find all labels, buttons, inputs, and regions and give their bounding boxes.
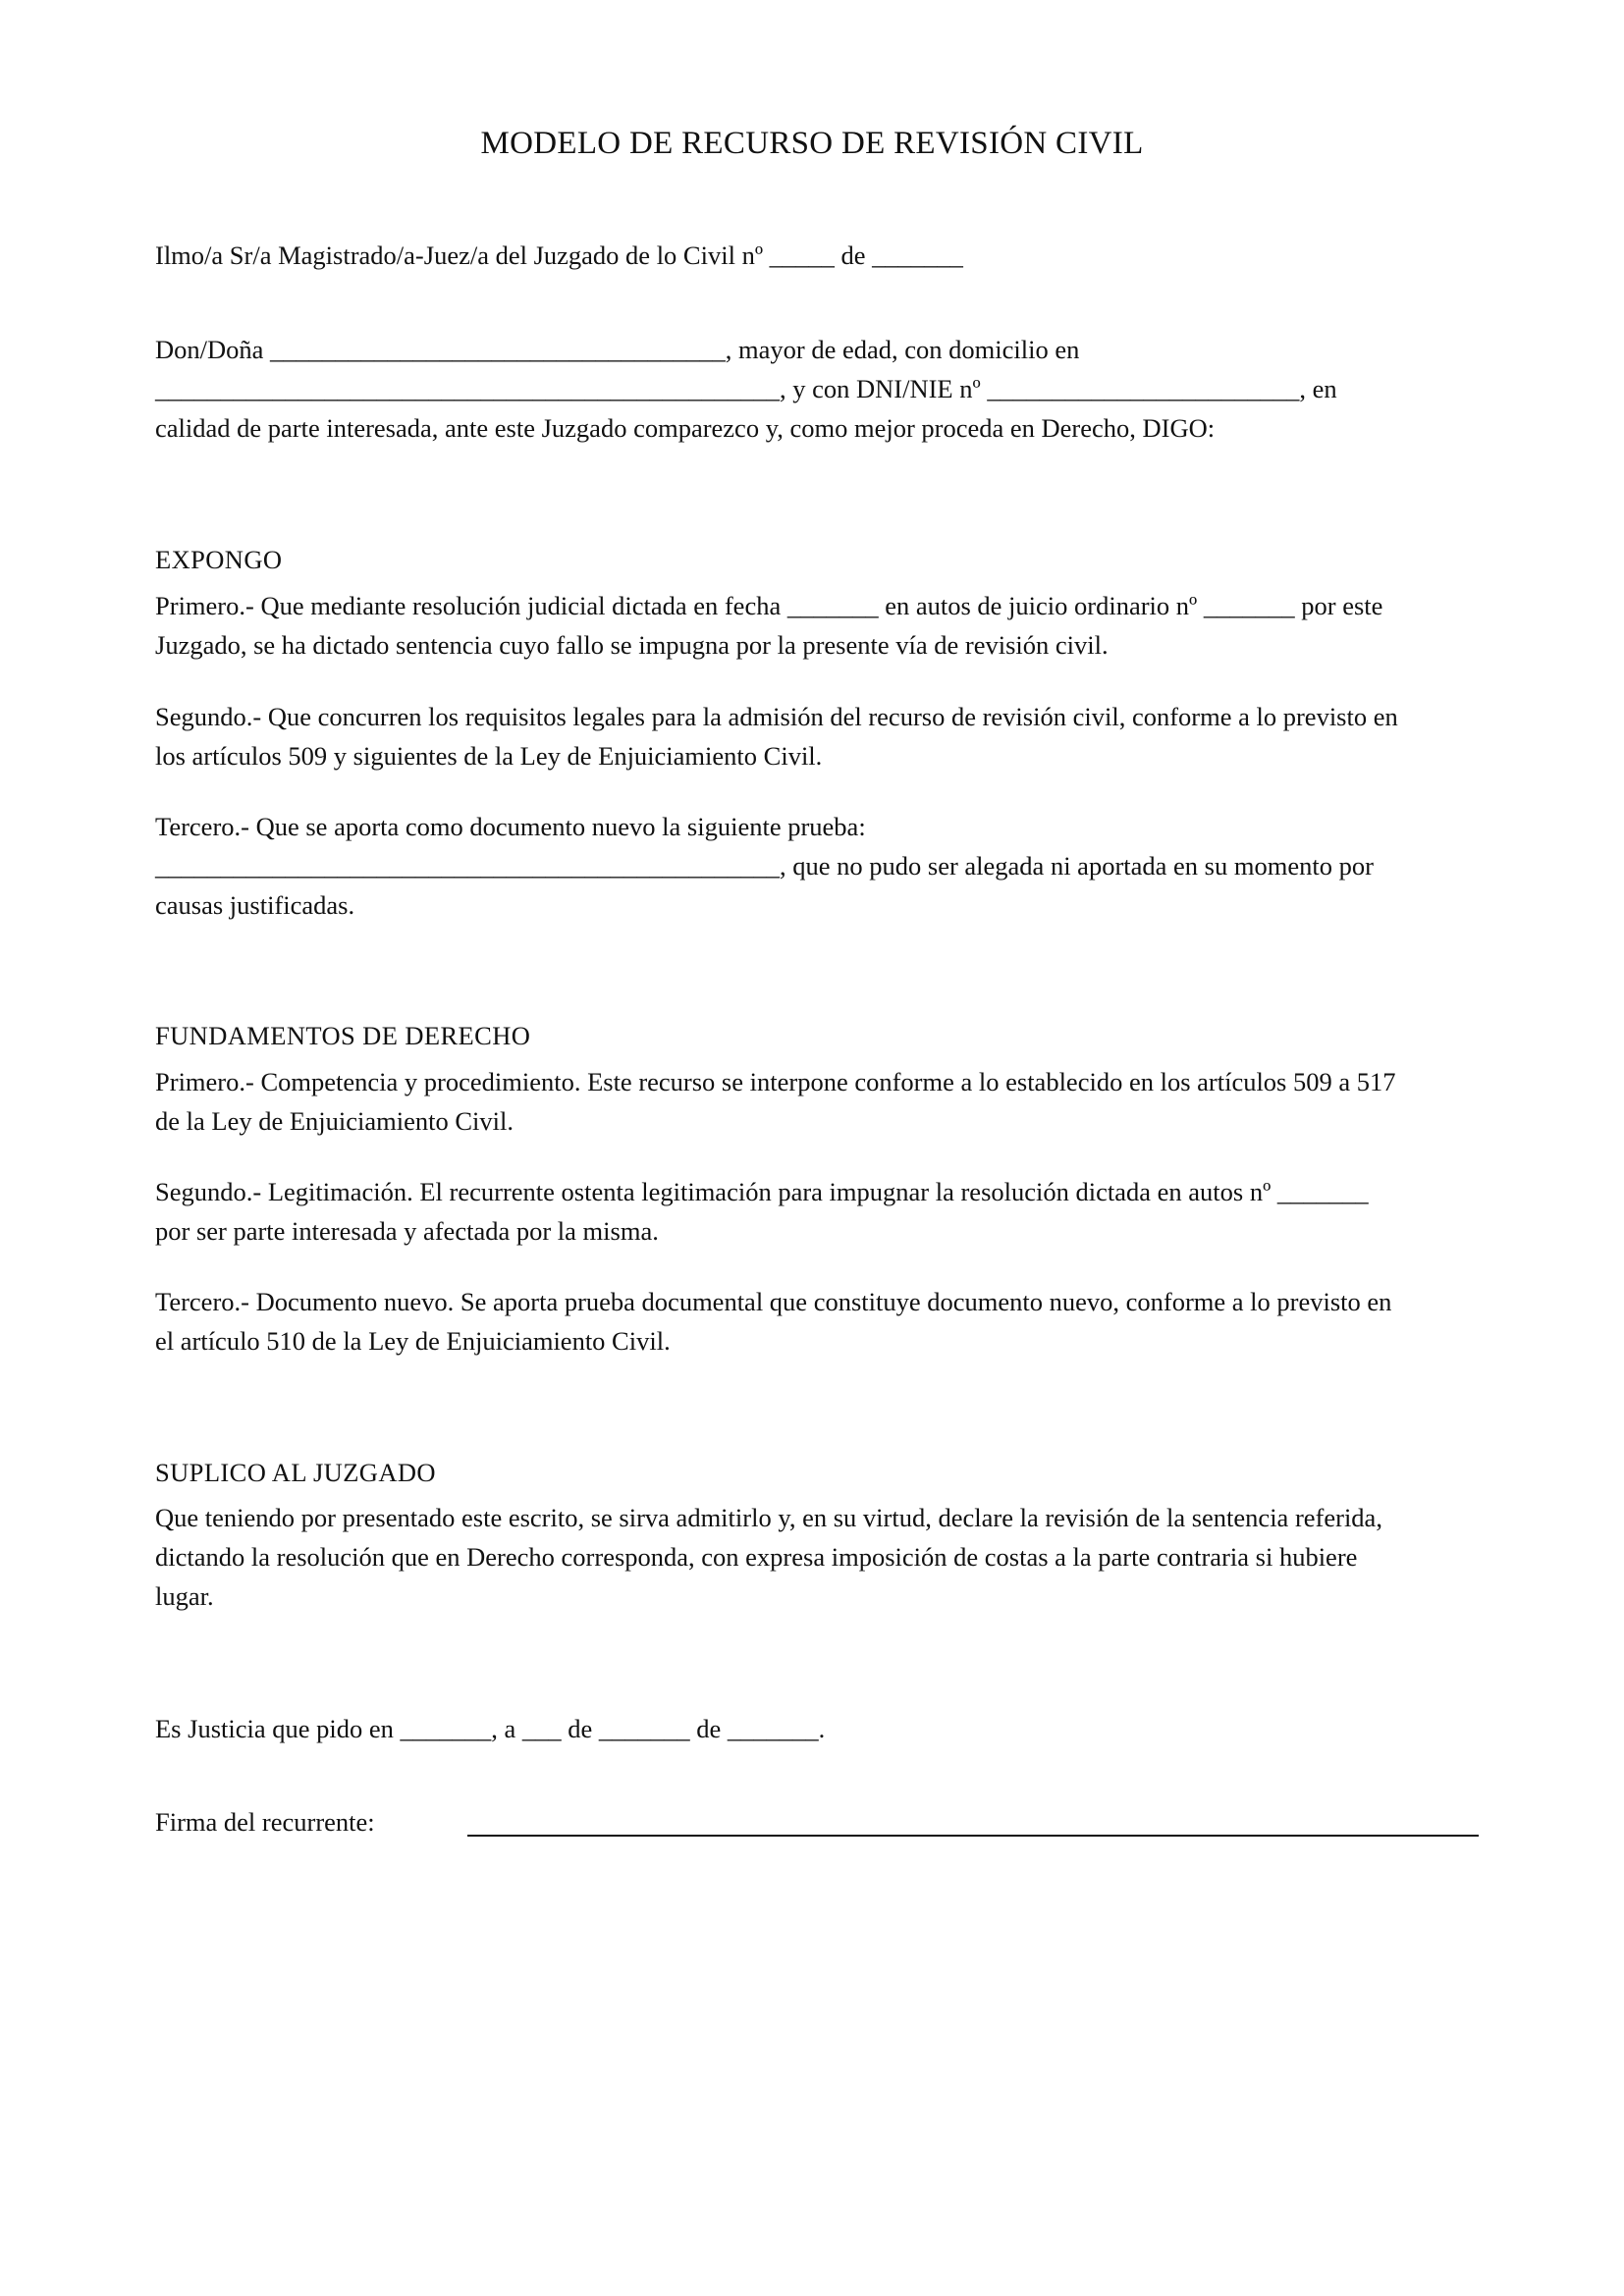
- signature-label: Firma del recurrente:: [155, 1807, 375, 1837]
- fundamentos-segundo-line-1: Segundo.- Legitimación. El recurrente ostenta legitimación para impugnar la resolución dictada en autos nº _______: [155, 1177, 1369, 1206]
- signature-line: [467, 1835, 1479, 1837]
- identification-line-2: ________________________________________________, y con DNI/NIE nº ________________________, en: [155, 374, 1337, 403]
- address-line: Ilmo/a Sr/a Magistrado/a-Juez/a del Juzgado de lo Civil nº _____ de _______: [155, 240, 963, 270]
- expongo-heading: EXPONGO: [155, 545, 283, 574]
- expongo-tercero-line-3: causas justificadas.: [155, 890, 355, 920]
- suplico-heading: SUPLICO AL JUZGADO: [155, 1458, 436, 1487]
- closing-line: Es Justicia que pido en _______, a ___ de _______ de _______.: [155, 1714, 826, 1743]
- fundamentos-primero-line-2: de la Ley de Enjuiciamiento Civil.: [155, 1106, 514, 1136]
- expongo-tercero-line-1: Tercero.- Que se aporta como documento nuevo la siguiente prueba:: [155, 812, 866, 841]
- expongo-segundo-line-1: Segundo.- Que concurren los requisitos legales para la admisión del recurso de revisión civil, conforme a lo previsto en: [155, 702, 1398, 731]
- expongo-segundo-line-2: los artículos 509 y siguientes de la Ley de Enjuiciamiento Civil.: [155, 741, 823, 771]
- identification-line-3: calidad de parte interesada, ante este Juzgado comparezco y, como mejor proceda en Derecho, DIGO:: [155, 413, 1216, 443]
- suplico-line-2: dictando la resolución que en Derecho corresponda, con expresa imposición de costas a la parte contraria si hubiere: [155, 1542, 1358, 1572]
- document-title: MODELO DE RECURSO DE REVISIÓN CIVIL: [480, 126, 1144, 161]
- expongo-primero-line-2: Juzgado, se ha dictado sentencia cuyo fallo se impugna por la presente vía de revisión civil.: [155, 630, 1109, 660]
- suplico-line-3: lugar.: [155, 1581, 214, 1611]
- identification-line-1: Don/Doña ___________________________________, mayor de edad, con domicilio en: [155, 335, 1080, 364]
- fundamentos-tercero-line-1: Tercero.- Documento nuevo. Se aporta prueba documental que constituye documento nuevo, conforme a lo previsto en: [155, 1287, 1392, 1316]
- expongo-tercero-line-2: ________________________________________________, que no pudo ser alegada ni aportada en su momento por: [155, 851, 1374, 881]
- fundamentos-tercero-line-2: el artículo 510 de la Ley de Enjuiciamiento Civil.: [155, 1326, 671, 1356]
- fundamentos-heading: FUNDAMENTOS DE DERECHO: [155, 1021, 531, 1050]
- suplico-line-1: Que teniendo por presentado este escrito, se sirva admitirlo y, en su virtud, declare la revisión de la sentencia referida,: [155, 1503, 1382, 1532]
- expongo-primero-line-1: Primero.- Que mediante resolución judicial dictada en fecha _______ en autos de juicio ordinario nº _______ por este: [155, 591, 1383, 620]
- fundamentos-segundo-line-2: por ser parte interesada y afectada por la misma.: [155, 1216, 659, 1246]
- fundamentos-primero-line-1: Primero.- Competencia y procedimiento. Este recurso se interpone conforme a lo establecido en los artículos 509 a 517: [155, 1067, 1396, 1096]
